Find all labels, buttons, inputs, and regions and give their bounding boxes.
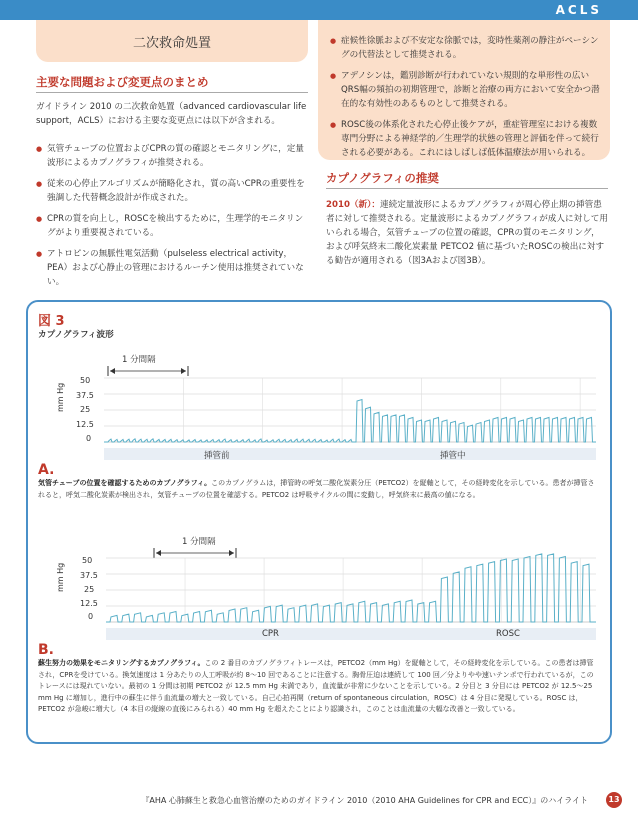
right-bullet-list — [330, 34, 602, 167]
intro-paragraph: ガイドライン 2010 の二次救命処置（advanced cardiovascular life support，ACLS）における主要な変更点には以下が含まれる。 — [36, 102, 307, 126]
y-tick: 12.5 — [76, 420, 94, 429]
phase-label-rosc: ROSC — [496, 629, 520, 639]
phase-label-pre-intubation: 挿管前 — [204, 451, 230, 461]
heading-rule — [326, 188, 608, 189]
capnography-paragraph — [326, 198, 608, 268]
list-item: ● アトロピンの無脈性電気活動（pulseless electrical activity，PEA）および心静止の管理におけるルーチン使用は推奨されていない。 — [36, 247, 308, 289]
y-tick: 37.5 — [80, 571, 98, 580]
list-item: ● ROSC後の体系化された心停止後ケアが，重症管理室における複数専門分野による神経学的／生理学的状態の管理と評価を伴って続行される必要がある。これにはしばしば低体温療法が用いられる。 — [330, 118, 602, 160]
y-tick: 0 — [86, 434, 92, 443]
y-axis-label-a: mm Hg — [56, 382, 65, 412]
section-title: 二次救命処置 — [132, 36, 211, 51]
trace-line — [106, 554, 596, 622]
figure-3 — [26, 300, 612, 744]
brand-label: ACLS — [555, 3, 602, 17]
caption-a — [38, 478, 598, 501]
list-item: ● CPRの質を向上し，ROSCを検出するために，生理学的モニタリングがより重要視されている。 — [36, 212, 308, 240]
list-item: ● アデノシンは，鑑別診断が行われていない規則的な単形性の広いQRS幅の頻拍の初期管理で，診断と治療の両方において安全かつ潜在的な有効性のあるものとして推奨される。 — [330, 69, 602, 111]
phase-label-intubated: 挿管中 — [440, 451, 466, 461]
y-tick: 37.5 — [76, 391, 94, 400]
capnography-heading: カプノグラフィの推奨 — [326, 171, 439, 185]
y-tick: 25 — [84, 585, 95, 594]
phase-bar-b — [106, 628, 596, 640]
y-axis-label-b: mm Hg — [56, 562, 65, 592]
y-tick: 50 — [80, 376, 91, 385]
y-tick: 50 — [82, 556, 93, 565]
interval-label-b: 1 分間隔 — [182, 537, 216, 547]
panel-letter-b: B. — [38, 642, 54, 658]
y-tick: 0 — [88, 612, 94, 621]
y-tick: 12.5 — [80, 599, 98, 608]
caption-a-text: このカプノグラムは，挿管時の呼気二酸化炭素分圧（PETCO2）を縦軸として，その経時変化を示している。患者が挿管されると，呼気二酸化炭素が検出され，気管チューブの位置を確認する。PETCO2 は呼吸サイクルの間に変動し，呼気終末に最高の値になる。 — [38, 479, 595, 499]
caption-b-bold: 蘇生努力の効果をモニタリングするカプノグラフィ。 — [38, 659, 205, 667]
section-title-box — [36, 20, 308, 62]
list-item: ● 従来の心停止アルゴリズムが簡略化され，質の高いCPRの重要性を強調した代替概念設計が作成された。 — [36, 177, 308, 205]
trace-line — [104, 400, 596, 442]
list-item: ● 症候性徐脈および不安定な徐脈では，変時性薬剤の静注がペーシングの代替法として推奨される。 — [330, 34, 602, 62]
caption-b — [38, 658, 598, 716]
figure-title: 図 3 — [38, 314, 65, 329]
summary-heading: 主要な問題および変更点のまとめ — [36, 75, 209, 89]
y-tick: 25 — [80, 405, 91, 414]
figure-subtitle: カプノグラフィ波形 — [38, 330, 114, 340]
phase-label-cpr: CPR — [262, 629, 279, 639]
caption-b-text: この 2 番目のカプノグラフィトレースは，PETCO2（mm Hg）を縦軸として，その経時変化を示している。この患者は挿管され，CPRを受けている。換気速度は 1 分あたりの人工呼吸が約 8～10 回であることに注意する。胸骨圧迫は連続して 100 回／分よりやや速いテンポで行われているが，このトレースには現れていない。最初の 1 分間は初期 PETCO2 が 12.5 mm Hg 未満であり，血流量が非常に少ないことを示している。2 分目と 3 分目には PETCO2 が 12.5～25 mm Hg に増加し，進行中の蘇生に伴う血流量の増大と一致している。自己心拍再開（return of spontaneous circulation，ROSC）は 4 分目に発現している。ROSC は，PETCO2 が急峻に増大し（4 本目の縦線の直後にみられる）40 mm Hg を超えたことにより認識され，このことは血流量の大幅な改善と一致している。 — [38, 659, 594, 713]
left-bullet-list — [36, 142, 308, 296]
new-label: 2010（新）： — [326, 200, 380, 210]
caption-a-bold: 気管チューブの位置を確認するためのカプノグラフィ。 — [38, 479, 212, 487]
interval-bracket-b — [154, 548, 236, 558]
phase-bar-a — [104, 448, 596, 460]
page-number: 13 — [606, 792, 622, 808]
capnography-body: 連続定量波形によるカプノグラフィが周心停止期の挿管患者に対して推奨される。定量波形によるカプノグラフィが成人に対して用いられる場合，気管チューブの位置の確認，CPRの質のモニタリング，および呼気終末二酸化炭素量 PETCO2 値に基づいたROSCの検出に対する勧告が適用される（図3Aおよび図3B）。 — [326, 200, 608, 266]
header-bar — [0, 0, 638, 20]
list-item: ● 気管チューブの位置およびCPRの質の確認とモニタリングに，定量波形によるカプノグラフィが推奨される。 — [36, 142, 308, 170]
panel-letter-a: A. — [38, 462, 55, 478]
interval-bracket-a — [108, 366, 188, 376]
capnography-trace-b — [106, 558, 596, 622]
capnography-trace-a — [104, 378, 596, 442]
interval-label-a: 1 分間隔 — [122, 355, 156, 365]
footer-text: 『AHA 心肺蘇生と救急心血管治療のためのガイドライン 2010（2010 AHA Guidelines for CPR and ECC）』のハイライト — [141, 796, 588, 805]
heading-rule — [36, 92, 308, 93]
